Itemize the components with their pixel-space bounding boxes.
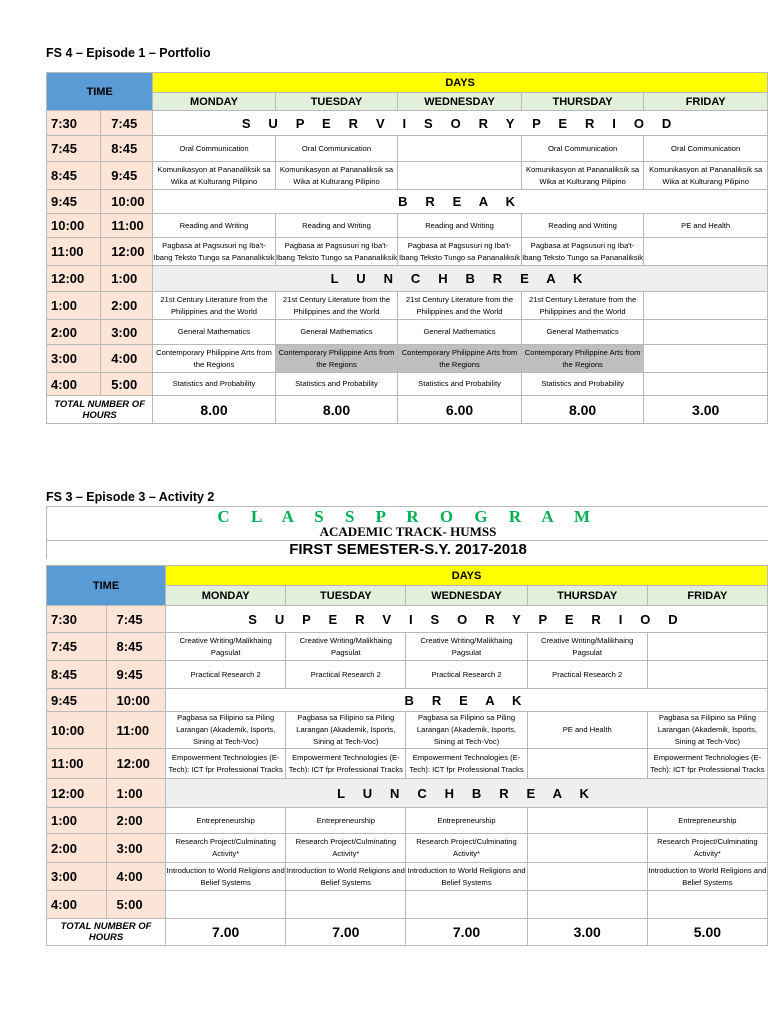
subject-cell: PE and Health	[527, 712, 647, 749]
subject-cell: General Mathematics	[153, 320, 276, 345]
start-time: 1:00	[47, 292, 101, 320]
subject-cell: Pagbasa at Pagsusuri ng Iba't-Ibang Teksto Tungo sa Pananaliksik	[153, 238, 276, 266]
subject-cell: Pagbasa sa Filipino sa Piling Larangan (Akademik, Isports, Sining at Tech-Voc)	[166, 712, 286, 749]
subject-cell	[286, 891, 406, 919]
subject-cell: Reading and Writing	[398, 214, 522, 238]
lunch-break: L U N C H B R E A K	[166, 779, 768, 808]
start-time: 1:00	[47, 808, 107, 834]
subject-cell	[398, 162, 522, 190]
subject-cell	[644, 292, 768, 320]
end-time: 5:00	[101, 373, 153, 396]
schedule-row	[47, 863, 768, 891]
subject-cell: PE and Health	[644, 214, 768, 238]
track-title: ACADEMIC TRACK- HUMSS	[319, 524, 497, 539]
start-time: 4:00	[47, 891, 107, 919]
subject-cell: Pagbasa sa Filipino sa Piling Larangan (Akademik, Isports, Sining at Tech-Voc)	[406, 712, 527, 749]
subject-cell: Contemporary Philippine Arts from the Regions	[275, 345, 398, 373]
schedule-row	[47, 633, 768, 661]
subject-cell: Entrepreneurship	[647, 808, 767, 834]
subject-cell	[406, 891, 527, 919]
subject-cell	[644, 238, 768, 266]
total-hours-value: 3.00	[527, 919, 647, 946]
schedule-table-1	[46, 72, 768, 424]
end-time: 4:00	[106, 863, 166, 891]
supervisory-period: S U P E R V I S O R Y P E R I O D	[153, 111, 768, 136]
start-time: 9:45	[47, 689, 107, 712]
subject-cell	[644, 320, 768, 345]
time-header: TIME	[47, 73, 153, 111]
subject-cell: Empowerment Technologies (E-Tech): ICT fpr Professional Tracks	[166, 749, 286, 779]
subject-cell: Practical Research 2	[527, 661, 647, 689]
start-time: 2:00	[47, 834, 107, 863]
schedule-row	[47, 689, 768, 712]
break-period: B R E A K	[153, 190, 768, 214]
subject-cell: Pagbasa sa Filipino sa Piling Larangan (Akademik, Isports, Sining at Tech-Voc)	[647, 712, 767, 749]
semester-title: FIRST SEMESTER-S.Y. 2017-2018	[47, 540, 768, 561]
subject-cell: 21st Century Literature from the Philippines and the World	[153, 292, 276, 320]
end-time: 7:45	[106, 606, 166, 633]
total-hours-value: 7.00	[286, 919, 406, 946]
end-time: 2:00	[106, 808, 166, 834]
time-header: TIME	[47, 566, 166, 606]
end-time: 8:45	[101, 136, 153, 162]
subject-cell: Reading and Writing	[521, 214, 644, 238]
start-time: 9:45	[47, 190, 101, 214]
total-hours-value: 5.00	[647, 919, 767, 946]
subject-cell	[527, 891, 647, 919]
subject-cell: Pagbasa at Pagsusuri ng Iba't-Ibang Teksto Tungo sa Pananaliksik	[521, 238, 644, 266]
total-hours-value: 8.00	[521, 396, 644, 424]
day-header-monday: MONDAY	[166, 586, 286, 606]
schedule-row	[47, 661, 768, 689]
subject-cell: Research Project/Culminating Activity*	[406, 834, 527, 863]
day-header-friday: FRIDAY	[644, 93, 768, 111]
day-header-tuesday: TUESDAY	[275, 93, 398, 111]
program-title: C L A S S P R O G R A M	[217, 507, 599, 526]
end-time: 3:00	[101, 320, 153, 345]
subject-cell: Pagbasa at Pagsusuri ng Iba't-Ibang Teksto Tungo sa Pananaliksik	[398, 238, 522, 266]
schedule-row	[47, 749, 768, 779]
total-hours-value: 7.00	[166, 919, 286, 946]
total-hours-label: TOTAL NUMBER OF HOURS	[47, 396, 153, 424]
doc1-heading: FS 4 – Episode 1 – Portfolio	[46, 46, 211, 60]
subject-cell: Reading and Writing	[275, 214, 398, 238]
end-time: 2:00	[101, 292, 153, 320]
subject-cell: Practical Research 2	[286, 661, 406, 689]
subject-cell: Empowerment Technologies (E-Tech): ICT fpr Professional Tracks	[647, 749, 767, 779]
subject-cell: Entrepreneurship	[286, 808, 406, 834]
subject-cell: Introduction to World Religions and Belief Systems	[406, 863, 527, 891]
day-header-monday: MONDAY	[153, 93, 276, 111]
class-program-title-block	[46, 506, 768, 559]
total-hours-value: 8.00	[275, 396, 398, 424]
subject-cell: 21st Century Literature from the Philippines and the World	[398, 292, 522, 320]
subject-cell: Komunikasyon at Pananaliksik sa Wika at Kulturang Pilipino	[521, 162, 644, 190]
days-header: DAYS	[166, 566, 768, 586]
schedule-row	[47, 373, 768, 396]
end-time: 1:00	[106, 779, 166, 808]
subject-cell	[644, 345, 768, 373]
doc2-heading: FS 3 – Episode 3 – Activity 2	[46, 490, 215, 504]
end-time: 4:00	[101, 345, 153, 373]
start-time: 3:00	[47, 345, 101, 373]
end-time: 12:00	[106, 749, 166, 779]
subject-cell	[647, 891, 767, 919]
start-time: 8:45	[47, 661, 107, 689]
subject-cell: Statistics and Probability	[398, 373, 522, 396]
subject-cell: Empowerment Technologies (E-Tech): ICT fpr Professional Tracks	[286, 749, 406, 779]
day-header-wednesday: WEDNESDAY	[406, 586, 527, 606]
subject-cell: Pagbasa at Pagsusuri ng Iba't-Ibang Teksto Tungo sa Pananaliksik	[275, 238, 398, 266]
end-time: 11:00	[101, 214, 153, 238]
subject-cell: Introduction to World Religions and Belief Systems	[286, 863, 406, 891]
subject-cell: Introduction to World Religions and Belief Systems	[647, 863, 767, 891]
end-time: 5:00	[106, 891, 166, 919]
subject-cell: Entrepreneurship	[166, 808, 286, 834]
total-hours-label: TOTAL NUMBER OF HOURS	[47, 919, 166, 946]
subject-cell: Practical Research 2	[406, 661, 527, 689]
schedule-row	[47, 320, 768, 345]
subject-cell: Komunikasyon at Pananaliksik sa Wika at Kulturang Pilipino	[275, 162, 398, 190]
start-time: 10:00	[47, 712, 107, 749]
subject-cell	[166, 891, 286, 919]
day-header-thursday: THURSDAY	[527, 586, 647, 606]
days-header: DAYS	[153, 73, 768, 93]
subject-cell: Statistics and Probability	[521, 373, 644, 396]
subject-cell: 21st Century Literature from the Philippines and the World	[275, 292, 398, 320]
subject-cell: Reading and Writing	[153, 214, 276, 238]
schedule-row	[47, 162, 768, 190]
schedule-row	[47, 214, 768, 238]
subject-cell: Oral Communication	[153, 136, 276, 162]
start-time: 11:00	[47, 749, 107, 779]
subject-cell	[398, 136, 522, 162]
subject-cell: Pagbasa sa Filipino sa Piling Larangan (Akademik, Isports, Sining at Tech-Voc)	[286, 712, 406, 749]
break-period: B R E A K	[166, 689, 768, 712]
subject-cell: Research Project/Culminating Activity*	[166, 834, 286, 863]
subject-cell: Oral Communication	[275, 136, 398, 162]
subject-cell: General Mathematics	[275, 320, 398, 345]
schedule-row	[47, 345, 768, 373]
schedule-row	[47, 266, 768, 292]
schedule-row	[47, 190, 768, 214]
total-hours-value: 7.00	[406, 919, 527, 946]
subject-cell: Komunikasyon at Pananaliksik sa Wika at Kulturang Pilipino	[153, 162, 276, 190]
start-time: 10:00	[47, 214, 101, 238]
end-time: 1:00	[101, 266, 153, 292]
start-time: 2:00	[47, 320, 101, 345]
subject-cell: 21st Century Literature from the Philippines and the World	[521, 292, 644, 320]
end-time: 3:00	[106, 834, 166, 863]
subject-cell	[647, 633, 767, 661]
subject-cell: Research Project/Culminating Activity*	[286, 834, 406, 863]
start-time: 7:30	[47, 111, 101, 136]
end-time: 9:45	[101, 162, 153, 190]
subject-cell	[527, 834, 647, 863]
end-time: 10:00	[106, 689, 166, 712]
schedule-row	[47, 834, 768, 863]
day-header-thursday: THURSDAY	[521, 93, 644, 111]
subject-cell: Creative Writing/Malikhaing Pagsulat	[406, 633, 527, 661]
subject-cell: Oral Communication	[644, 136, 768, 162]
start-time: 11:00	[47, 238, 101, 266]
schedule-row	[47, 136, 768, 162]
subject-cell: Oral Communication	[521, 136, 644, 162]
subject-cell: Contemporary Philippine Arts from the Regions	[398, 345, 522, 373]
subject-cell: Creative Writing/Malikhaing Pagsulat	[527, 633, 647, 661]
schedule-row	[47, 292, 768, 320]
subject-cell: General Mathematics	[521, 320, 644, 345]
start-time: 8:45	[47, 162, 101, 190]
subject-cell: Statistics and Probability	[275, 373, 398, 396]
total-hours-value: 6.00	[398, 396, 522, 424]
supervisory-period: S U P E R V I S O R Y P E R I O D	[166, 606, 768, 633]
start-time: 4:00	[47, 373, 101, 396]
start-time: 7:45	[47, 136, 101, 162]
schedule-row	[47, 111, 768, 136]
subject-cell: Empowerment Technologies (E-Tech): ICT fpr Professional Tracks	[406, 749, 527, 779]
day-header-tuesday: TUESDAY	[286, 586, 406, 606]
total-hours-value: 8.00	[153, 396, 276, 424]
subject-cell	[644, 373, 768, 396]
subject-cell: Contemporary Philippine Arts from the Regions	[521, 345, 644, 373]
start-time: 7:30	[47, 606, 107, 633]
end-time: 11:00	[106, 712, 166, 749]
schedule-row	[47, 779, 768, 808]
subject-cell: Statistics and Probability	[153, 373, 276, 396]
start-time: 3:00	[47, 863, 107, 891]
start-time: 7:45	[47, 633, 107, 661]
end-time: 9:45	[106, 661, 166, 689]
subject-cell: Creative Writing/Malikhaing Pagsulat	[286, 633, 406, 661]
subject-cell	[527, 808, 647, 834]
schedule-row	[47, 606, 768, 633]
schedule-table-2	[46, 565, 768, 946]
start-time: 12:00	[47, 266, 101, 292]
schedule-row	[47, 891, 768, 919]
day-header-friday: FRIDAY	[647, 586, 767, 606]
end-time: 12:00	[101, 238, 153, 266]
schedule-row	[47, 712, 768, 749]
subject-cell: Practical Research 2	[166, 661, 286, 689]
end-time: 10:00	[101, 190, 153, 214]
subject-cell: Creative Writing/Malikhaing Pagsulat	[166, 633, 286, 661]
subject-cell	[647, 661, 767, 689]
day-header-wednesday: WEDNESDAY	[398, 93, 522, 111]
total-hours-value: 3.00	[644, 396, 768, 424]
end-time: 7:45	[101, 111, 153, 136]
subject-cell: Research Project/Culminating Activity*	[647, 834, 767, 863]
subject-cell: Komunikasyon at Pananaliksik sa Wika at Kulturang Pilipino	[644, 162, 768, 190]
subject-cell: Entrepreneurship	[406, 808, 527, 834]
subject-cell: Contemporary Philippine Arts from the Regions	[153, 345, 276, 373]
lunch-break: L U N C H B R E A K	[153, 266, 768, 292]
subject-cell	[527, 749, 647, 779]
start-time: 12:00	[47, 779, 107, 808]
subject-cell: Introduction to World Religions and Belief Systems	[166, 863, 286, 891]
subject-cell: General Mathematics	[398, 320, 522, 345]
subject-cell	[527, 863, 647, 891]
end-time: 8:45	[106, 633, 166, 661]
schedule-row	[47, 808, 768, 834]
schedule-row	[47, 238, 768, 266]
